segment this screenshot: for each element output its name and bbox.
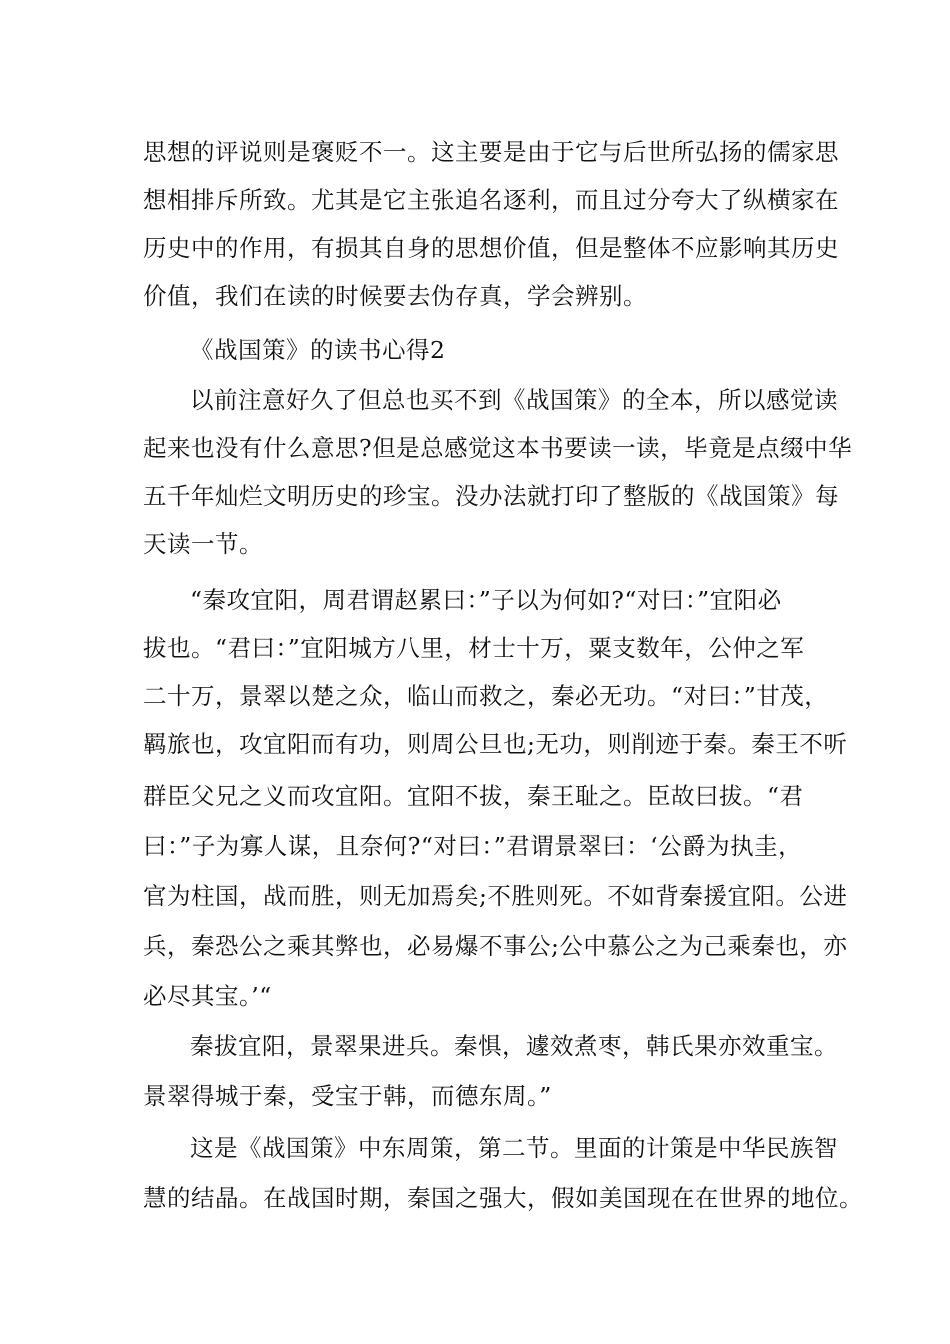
text-line-22: 慧的结晶。在战国时期，秦国之强大，假如美国现在在世界的地位。: [143, 1184, 863, 1212]
text-line-9: 天读一节。: [143, 530, 263, 558]
section-heading: 《战国策》的读书心得2: [190, 336, 446, 364]
text-line-19: 秦拔宜阳，景翠果进兵。秦惧，遽效煮枣，韩氏果亦效重宝。: [190, 1032, 838, 1060]
text-line-4: 价值，我们在读的时候要去伪存真，学会辨别。: [143, 282, 647, 310]
text-line-1: 思想的评说则是褒贬不一。这主要是由于它与后世所弘扬的儒家思: [143, 138, 839, 166]
text-line-13: 羁旅也，攻宜阳而有功，则周公旦也;无功，则削迹于秦。秦王不听: [143, 730, 848, 758]
text-line-6: 以前注意好久了但总也买不到《战国策》的全本，所以感觉读: [190, 386, 838, 414]
text-line-20: 景翠得城于秦，受宝于韩，而德东周。”: [143, 1082, 552, 1110]
text-line-18: 必尽其宝。’“: [143, 982, 272, 1010]
text-line-12: 二十万，景翠以楚之众，临山而救之，秦必无功。“对曰：”甘茂，: [143, 682, 829, 710]
text-line-2: 想相排斥所致。尤其是它主张追名逐利，而且过分夸大了纵横家在: [143, 186, 839, 214]
text-line-16: 官为柱国，战而胜，则无加焉矣;不胜则死。不如背秦援宜阳。公进: [143, 882, 848, 910]
text-line-17: 兵，秦恐公之乘其弊也，必易爆不事公;公中慕公之为己乘秦也，亦: [143, 932, 848, 960]
text-line-3: 历史中的作用，有损其自身的思想价值，但是整体不应影响其历史: [143, 234, 839, 262]
text-line-8: 五千年灿烂文明历史的珍宝。没办法就打印了整版的《战国策》每: [143, 482, 839, 510]
text-line-7: 起来也没有什么意思?但是总感觉这本书要读一读，毕竟是点缀中华: [143, 434, 853, 462]
text-line-21: 这是《战国策》中东周策，第二节。里面的计策是中华民族智: [190, 1134, 838, 1162]
text-line-14: 群臣父兄之义而攻宜阳。宜阳不拔，秦王耻之。臣故曰拔。“君: [143, 782, 804, 810]
text-line-15: 曰：”子为寡人谋，且奈何?“对曰：”君谓景翠曰：‘公爵为执圭，: [143, 832, 803, 860]
text-line-11: 拔也。“君曰：”宜阳城方八里，材士十万，粟支数年，公仲之军: [143, 634, 805, 662]
text-line-10: “秦攻宜阳，周君谓赵累曰：”子以为何如?“对曰：”宜阳必: [190, 586, 782, 614]
